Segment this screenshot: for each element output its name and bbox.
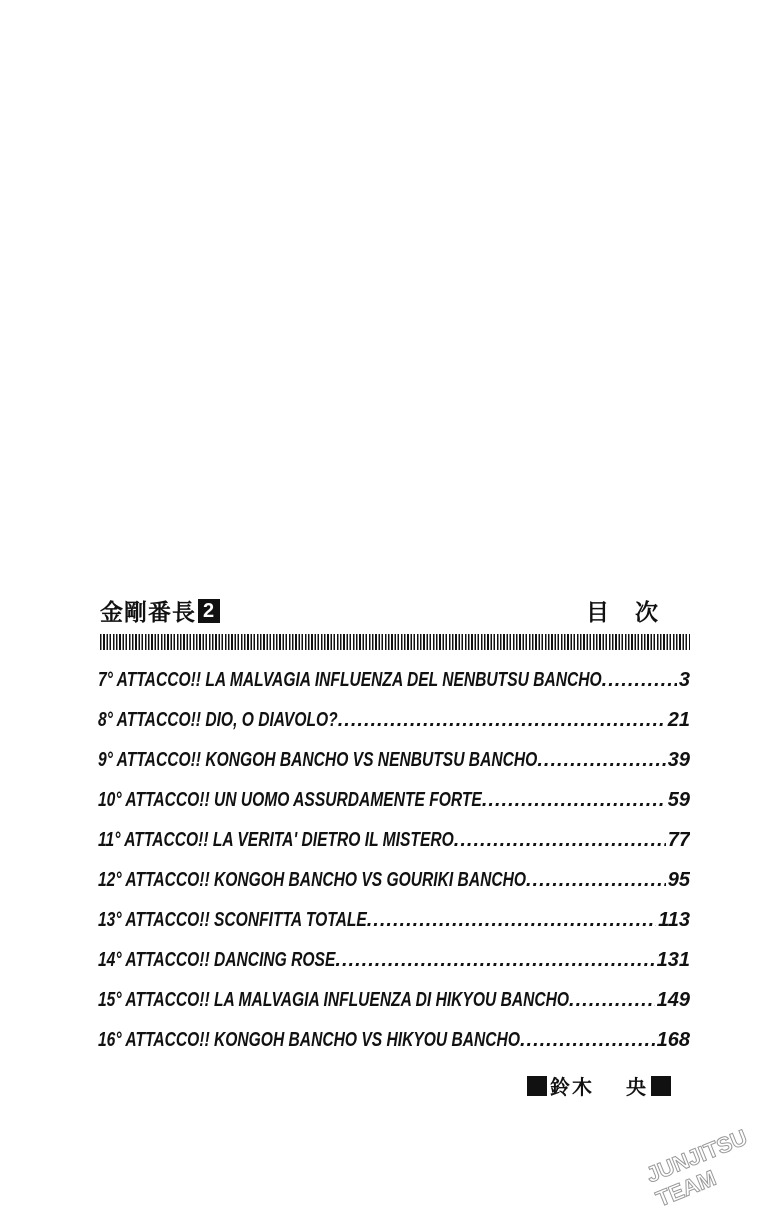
toc-header xyxy=(100,594,690,628)
dot-leader xyxy=(367,909,656,932)
entry-title: 9° ATTACCO!! KONGOH BANCHO VS NENBUTSU BANCHO xyxy=(98,748,538,771)
entry-title: 13° ATTACCO!! SCONFITTA TOTALE xyxy=(98,908,367,931)
entry-page: 95 xyxy=(667,868,690,891)
watermark-logo: JUNJITSU TEAM xyxy=(642,1124,751,1212)
toc-entry xyxy=(98,900,690,940)
dot-leader xyxy=(335,949,654,972)
entry-page: 77 xyxy=(667,828,690,851)
dot-leader xyxy=(520,1029,655,1052)
entry-title: 10° ATTACCO!! UN UOMO ASSURDAMENTE FORTE xyxy=(98,788,482,811)
volume-badge: 2 xyxy=(198,599,220,623)
square-mark-icon xyxy=(651,1076,671,1096)
entry-title: 15° ATTACCO!! LA MALVAGIA INFLUENZA DI HIKYOU BANCHO xyxy=(98,988,570,1011)
entry-title: 14° ATTACCO!! DANCING ROSE xyxy=(98,948,336,971)
dot-leader xyxy=(602,669,677,692)
toc-entry xyxy=(98,780,690,820)
dot-leader xyxy=(537,749,665,772)
entry-page: 113 xyxy=(658,908,690,931)
entry-page: 21 xyxy=(667,708,690,731)
entry-title: 8° ATTACCO!! DIO, O DIAVOLO? xyxy=(98,708,338,731)
dot-leader xyxy=(569,989,655,1012)
dot-leader xyxy=(338,709,666,732)
toc-entry xyxy=(98,940,690,980)
entry-page: 39 xyxy=(667,748,690,771)
toc-entry xyxy=(98,1020,690,1060)
entry-title: 16° ATTACCO!! KONGOH BANCHO VS HIKYOU BANCHO xyxy=(98,1028,520,1051)
toc-label: 目次 xyxy=(586,600,684,626)
toc-list xyxy=(98,660,690,1060)
entry-title: 7° ATTACCO!! LA MALVAGIA INFLUENZA DEL NENBUTSU BANCHO xyxy=(98,668,602,691)
entry-page: 59 xyxy=(667,788,690,811)
entry-page: 149 xyxy=(656,988,690,1011)
entry-page: 131 xyxy=(656,948,690,971)
series-title xyxy=(100,594,220,627)
toc-entry xyxy=(98,860,690,900)
dot-leader xyxy=(454,829,666,852)
entry-title: 12° ATTACCO!! KONGOH BANCHO VS GOURIKI BANCHO xyxy=(98,868,527,891)
toc-entry xyxy=(98,820,690,860)
dot-leader xyxy=(526,869,666,892)
entry-title: 11° ATTACCO!! LA VERITA' DIETRO IL MISTERO xyxy=(98,828,454,851)
entry-page: 168 xyxy=(656,1028,690,1051)
square-mark-icon xyxy=(527,1076,547,1096)
toc-entry xyxy=(98,740,690,780)
author-surname: 鈴木 xyxy=(550,1075,594,1099)
toc-entry xyxy=(98,700,690,740)
dot-leader xyxy=(482,789,666,812)
author-given-name: 央 xyxy=(626,1075,648,1099)
entry-page: 3 xyxy=(678,668,690,691)
author-credit xyxy=(527,1071,671,1100)
series-name: 金剛番長 xyxy=(100,600,196,626)
toc-entry xyxy=(98,660,690,700)
toc-entry xyxy=(98,980,690,1020)
tick-divider xyxy=(100,634,690,650)
